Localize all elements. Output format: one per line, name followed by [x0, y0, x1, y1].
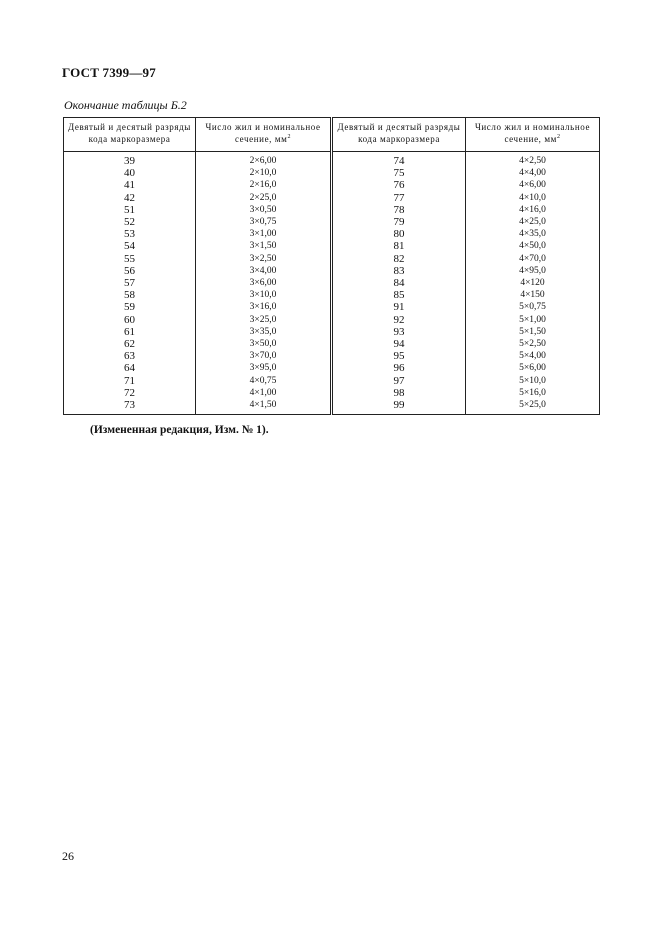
- cell-section-right: 4×10,0: [466, 192, 600, 204]
- cell-section-right: 5×25,0: [466, 399, 600, 415]
- cell-code-left: 61: [64, 326, 196, 338]
- cell-code-left: 52: [64, 216, 196, 228]
- cell-section-right: 4×2,50: [466, 152, 600, 168]
- cell-section-right: 4×35,0: [466, 228, 600, 240]
- table-row: [64, 216, 600, 228]
- cell-code-right: 84: [332, 277, 466, 289]
- cell-code-right: 75: [332, 167, 466, 179]
- table-row: [64, 204, 600, 216]
- cell-code-right: 93: [332, 326, 466, 338]
- cell-code-right: 82: [332, 253, 466, 265]
- table-row: [64, 387, 600, 399]
- table-row: [64, 240, 600, 252]
- cell-section-right: 5×2,50: [466, 338, 600, 350]
- cell-section-left: 3×50,0: [196, 338, 332, 350]
- cell-section-right: 4×50,0: [466, 240, 600, 252]
- header-section-left: [196, 118, 332, 152]
- header-unit-superscript-right: 2: [556, 134, 561, 140]
- table-row: [64, 253, 600, 265]
- table-row: [64, 167, 600, 179]
- table-row: [64, 314, 600, 326]
- header-section-left-text: Число жил и номинальное сечение, мм: [205, 122, 321, 144]
- cell-code-left: 73: [64, 399, 196, 415]
- cell-section-left: 2×25,0: [196, 192, 332, 204]
- cell-code-right: 77: [332, 192, 466, 204]
- cell-section-left: 3×1,50: [196, 240, 332, 252]
- table-row: [64, 277, 600, 289]
- cell-code-right: 81: [332, 240, 466, 252]
- cell-section-right: 4×6,00: [466, 179, 600, 191]
- cell-section-left: 3×6,00: [196, 277, 332, 289]
- cell-section-right: 5×4,00: [466, 350, 600, 362]
- cell-code-left: 53: [64, 228, 196, 240]
- cell-code-right: 79: [332, 216, 466, 228]
- cell-code-right: 85: [332, 289, 466, 301]
- cell-section-right: 5×10,0: [466, 375, 600, 387]
- cell-code-right: 98: [332, 387, 466, 399]
- cell-code-left: 56: [64, 265, 196, 277]
- cell-code-right: 78: [332, 204, 466, 216]
- cell-code-right: 80: [332, 228, 466, 240]
- cell-code-right: 76: [332, 179, 466, 191]
- page-number: 26: [62, 849, 74, 863]
- table-row: [64, 179, 600, 191]
- header-section-right: [466, 118, 600, 152]
- cell-section-right: 4×95,0: [466, 265, 600, 277]
- cell-section-left: 3×16,0: [196, 301, 332, 313]
- table-row: [64, 192, 600, 204]
- cell-code-right: 96: [332, 362, 466, 374]
- cell-section-left: 3×4,00: [196, 265, 332, 277]
- cell-section-left: 4×1,00: [196, 387, 332, 399]
- table-row: [64, 228, 600, 240]
- table-row: [64, 350, 600, 362]
- cell-section-right: 5×0,75: [466, 301, 600, 313]
- cell-code-left: 59: [64, 301, 196, 313]
- cell-section-left: 3×95,0: [196, 362, 332, 374]
- table-caption: Окончание таблицы Б.2: [64, 98, 187, 112]
- header-section-right-text: Число жил и номинальное сечение, мм: [474, 122, 591, 144]
- cell-section-right: 5×16,0: [466, 387, 600, 399]
- cell-section-right: 4×16,0: [466, 204, 600, 216]
- cell-section-right: 4×150: [466, 289, 600, 301]
- cell-section-right: 4×120: [466, 277, 600, 289]
- header-code-left: Девятый и десятый разряды кода маркоразмера: [64, 118, 196, 152]
- table-header-row: [64, 118, 600, 152]
- cell-code-right: 91: [332, 301, 466, 313]
- cell-section-left: 2×10,0: [196, 167, 332, 179]
- cell-section-right: 4×25,0: [466, 216, 600, 228]
- cell-code-right: 92: [332, 314, 466, 326]
- cell-code-left: 57: [64, 277, 196, 289]
- cable-code-table: [63, 117, 600, 415]
- cell-code-right: 74: [332, 152, 466, 168]
- revision-note: (Измененная редакция, Изм. № 1).: [90, 424, 269, 436]
- cell-code-right: 95: [332, 350, 466, 362]
- cell-section-right: 5×6,00: [466, 362, 600, 374]
- header-code-right: Девятый и десятый разряды кода маркоразмера: [332, 118, 466, 152]
- cell-code-right: 97: [332, 375, 466, 387]
- cell-section-left: 3×25,0: [196, 314, 332, 326]
- cell-section-left: 3×10,0: [196, 289, 332, 301]
- cell-code-left: 63: [64, 350, 196, 362]
- cell-code-left: 72: [64, 387, 196, 399]
- table-row: [64, 326, 600, 338]
- document-title: ГОСТ 7399—97: [62, 65, 156, 80]
- cell-section-left: 2×6,00: [196, 152, 332, 168]
- cell-code-right: 83: [332, 265, 466, 277]
- cell-section-left: 3×1,00: [196, 228, 332, 240]
- table-row: [64, 338, 600, 350]
- cell-code-left: 39: [64, 152, 196, 168]
- table-row: [64, 289, 600, 301]
- table-row: [64, 375, 600, 387]
- cell-section-left: 3×0,50: [196, 204, 332, 216]
- cell-code-right: 99: [332, 399, 466, 415]
- cell-code-left: 62: [64, 338, 196, 350]
- cell-code-left: 40: [64, 167, 196, 179]
- cell-code-left: 64: [64, 362, 196, 374]
- cell-code-left: 58: [64, 289, 196, 301]
- cell-code-left: 55: [64, 253, 196, 265]
- cell-code-right: 94: [332, 338, 466, 350]
- header-unit-superscript-left: 2: [287, 134, 292, 140]
- cell-section-right: 5×1,00: [466, 314, 600, 326]
- table-row: [64, 362, 600, 374]
- cell-section-left: 3×0,75: [196, 216, 332, 228]
- table-row: [64, 399, 600, 415]
- cell-section-left: 4×0,75: [196, 375, 332, 387]
- cell-code-left: 71: [64, 375, 196, 387]
- cell-code-left: 54: [64, 240, 196, 252]
- table-row: [64, 301, 600, 313]
- cell-section-right: 4×4,00: [466, 167, 600, 179]
- table-body: [64, 152, 600, 415]
- cell-section-left: 3×35,0: [196, 326, 332, 338]
- cell-code-left: 41: [64, 179, 196, 191]
- cell-section-left: 3×2,50: [196, 253, 332, 265]
- cell-code-left: 60: [64, 314, 196, 326]
- table-row: [64, 265, 600, 277]
- table-row: [64, 152, 600, 168]
- cell-code-left: 42: [64, 192, 196, 204]
- cell-section-left: 2×16,0: [196, 179, 332, 191]
- cell-section-right: 4×70,0: [466, 253, 600, 265]
- cell-code-left: 51: [64, 204, 196, 216]
- cell-section-right: 5×1,50: [466, 326, 600, 338]
- cell-section-left: 4×1,50: [196, 399, 332, 415]
- cell-section-left: 3×70,0: [196, 350, 332, 362]
